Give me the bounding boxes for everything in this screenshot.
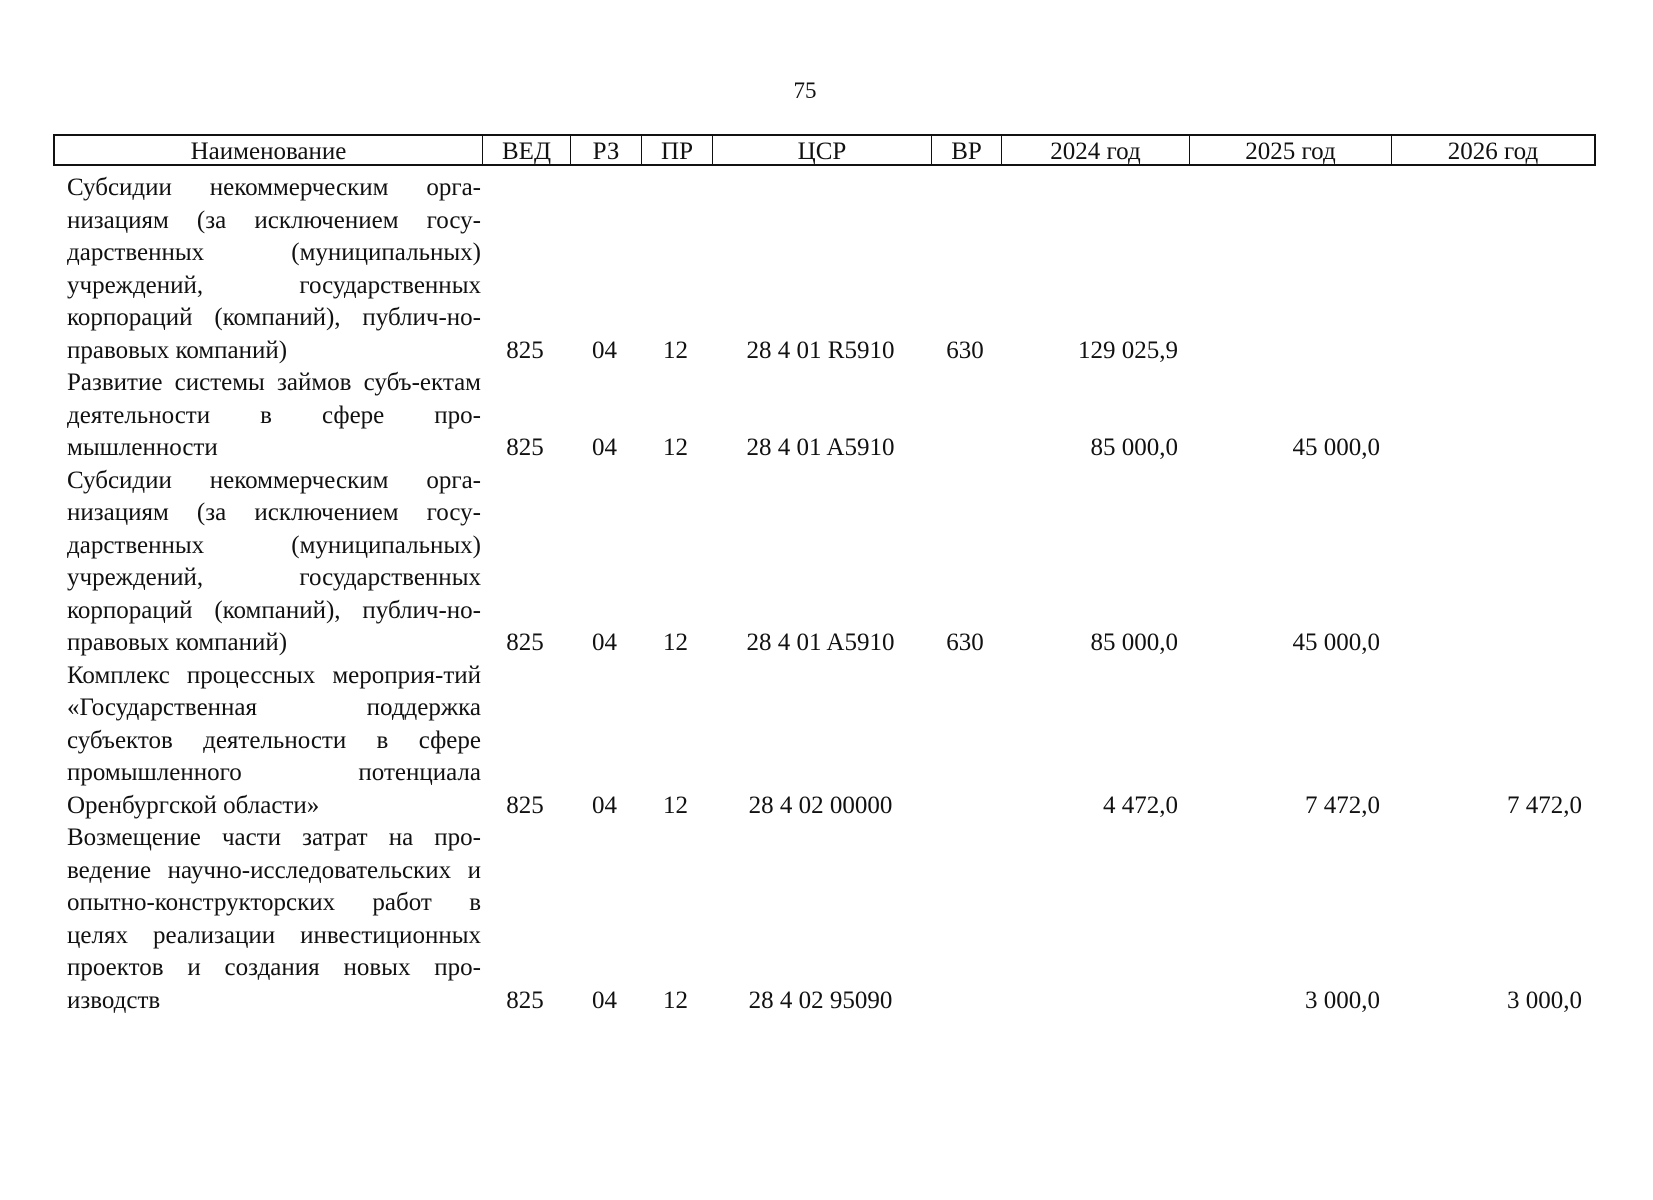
row-rz: 04 — [592, 434, 617, 461]
header-2026: 2026 год — [1447, 137, 1539, 165]
row-2026 — [1390, 172, 1592, 367]
row-2024: 129 025,9 — [1078, 336, 1178, 364]
row-rz: 04 — [592, 629, 617, 656]
row-name — [53, 367, 481, 465]
header-vr: ВР — [932, 136, 1002, 164]
header-csr: ЦСР — [713, 136, 932, 164]
row-pr: 12 — [663, 629, 688, 656]
row-name-text: Комплекс процессных мероприя-тий «Государственная поддержка субъектов деятельности в сфере промышленного потенциала Оренбургской области» — [67, 661, 481, 819]
row-2024: 4 472,0 — [1103, 791, 1178, 819]
row-pr: 12 — [663, 986, 688, 1014]
table-row — [53, 367, 1596, 465]
row-csr: 28 4 01 R5910 — [746, 336, 895, 364]
row-2026 — [1390, 465, 1592, 660]
row-2026 — [1390, 367, 1592, 465]
row-csr: 28 4 02 95090 — [748, 986, 893, 1014]
row-rz: 04 — [592, 986, 617, 1014]
table-row — [53, 822, 1596, 1017]
row-vr: 630 — [946, 336, 984, 364]
row-csr: 28 4 01 A5910 — [746, 629, 895, 656]
row-ved: 825 — [506, 791, 544, 819]
row-vr — [930, 660, 1000, 823]
header-name: Наименование — [55, 136, 483, 164]
row-2025 — [1188, 172, 1390, 367]
row-2026: 3 000,0 — [1507, 986, 1582, 1014]
table-header — [53, 134, 1596, 166]
row-name — [53, 660, 481, 823]
row-csr: 28 4 01 A5910 — [746, 434, 895, 461]
row-ved: 825 — [506, 434, 544, 461]
row-ved: 825 — [506, 629, 544, 656]
table-row — [53, 465, 1596, 660]
row-2024 — [1000, 822, 1188, 1017]
table-body — [53, 172, 1596, 1017]
row-2025: 45 000,0 — [1292, 434, 1380, 461]
row-rz: 04 — [592, 336, 617, 364]
header-pr: ПР — [642, 136, 713, 164]
row-2024: 85 000,0 — [1090, 629, 1178, 656]
row-name-text: Возмещение части затрат на про-ведение научно-исследовательских и опытно-конструкторских работ в целях реализации инвестиционных проектов и создания новых про-изводств — [67, 824, 481, 1014]
table-row — [53, 660, 1596, 823]
row-pr: 12 — [663, 791, 688, 819]
header-2025: 2025 год — [1190, 136, 1392, 164]
row-name-text: Развитие системы займов субъ-ектам деятельности в сфере про-мышленности — [67, 369, 481, 461]
row-name-text: Субсидии некоммерческим орга-низациям (за исключением госу-дарственных (муниципальных) учреждений, государственных корпораций (компаний), публич-но-правовых компаний) — [67, 174, 481, 364]
header-2024: 2024 год — [1002, 136, 1190, 164]
row-2024: 85 000,0 — [1090, 434, 1178, 461]
row-2025: 45 000,0 — [1292, 629, 1380, 656]
header-rz: РЗ — [571, 136, 642, 164]
row-vr: 630 — [946, 629, 984, 656]
row-pr: 12 — [663, 336, 688, 364]
row-name — [53, 172, 481, 367]
header-ved: ВЕД — [483, 136, 571, 164]
row-2026: 7 472,0 — [1507, 791, 1582, 819]
row-pr: 12 — [663, 434, 688, 461]
row-name — [53, 465, 481, 660]
row-ved: 825 — [506, 986, 544, 1014]
table-row — [53, 172, 1596, 367]
row-rz: 04 — [592, 791, 617, 819]
row-ved: 825 — [506, 336, 544, 364]
row-2025: 7 472,0 — [1305, 791, 1380, 819]
row-csr: 28 4 02 00000 — [748, 791, 893, 819]
row-vr — [930, 367, 1000, 465]
row-name-text: Субсидии некоммерческим орга-низациям (за исключением госу-дарственных (муниципальных) учреждений, государственных корпораций (компаний), публич-но-правовых компаний) — [67, 466, 481, 656]
row-2025: 3 000,0 — [1305, 986, 1380, 1014]
row-vr — [930, 822, 1000, 1017]
row-name — [53, 822, 481, 1017]
page-number: 75 — [793, 78, 817, 103]
